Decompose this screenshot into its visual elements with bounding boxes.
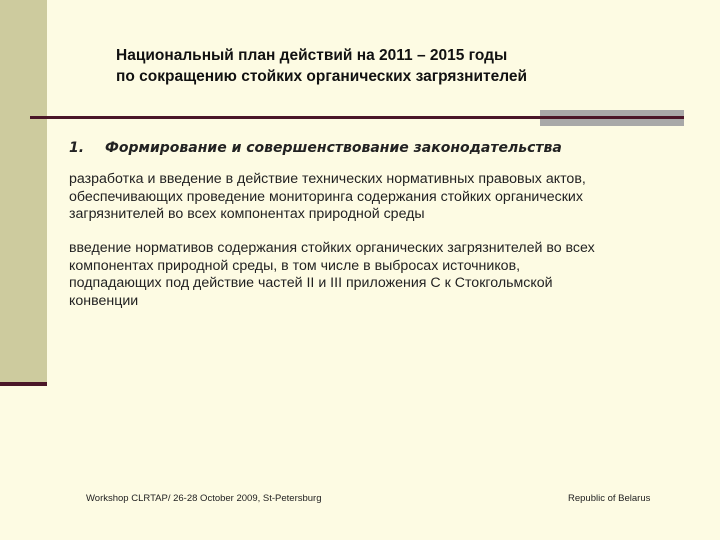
section-number: 1.	[69, 140, 85, 156]
paragraph-line: конвенции	[69, 292, 139, 309]
sidebar-rule	[0, 382, 47, 386]
paragraph-line: загрязнителей во всех компонентах природной среды	[69, 206, 425, 222]
paragraph-line: компонентах природной среды, в том числе в выбросах источников,	[69, 257, 521, 274]
slide-title	[116, 45, 676, 87]
title-accent-rule	[540, 116, 684, 119]
paragraph-2	[69, 240, 689, 310]
paragraph-line: обеспечивающих проведение мониторинга содержания стойких органических	[69, 188, 583, 205]
slide-title-line-1: Национальный план действий на 2011 – 2015 годы	[116, 47, 508, 64]
section-heading	[69, 140, 689, 156]
slide-title-line-2: по сокращению стойких органических загрязнителей	[116, 68, 528, 85]
paragraph-1	[69, 171, 689, 224]
footer-country: Republic of Belarus	[568, 493, 651, 504]
paragraph-line: разработка и введение в действие технических нормативных правовых актов,	[69, 171, 586, 187]
paragraph-line: введение нормативов содержания стойких органических загрязнителей во всех	[69, 240, 595, 256]
paragraph-line: подпадающих под действие частей II и III приложения С к Стокгольмской	[69, 275, 553, 291]
footer-workshop: Workshop CLRTAP/ 26-28 October 2009, St-Petersburg	[86, 493, 322, 504]
sidebar-decoration	[0, 0, 47, 384]
section-heading-text: Формирование и совершенствование законодательства	[105, 140, 562, 156]
